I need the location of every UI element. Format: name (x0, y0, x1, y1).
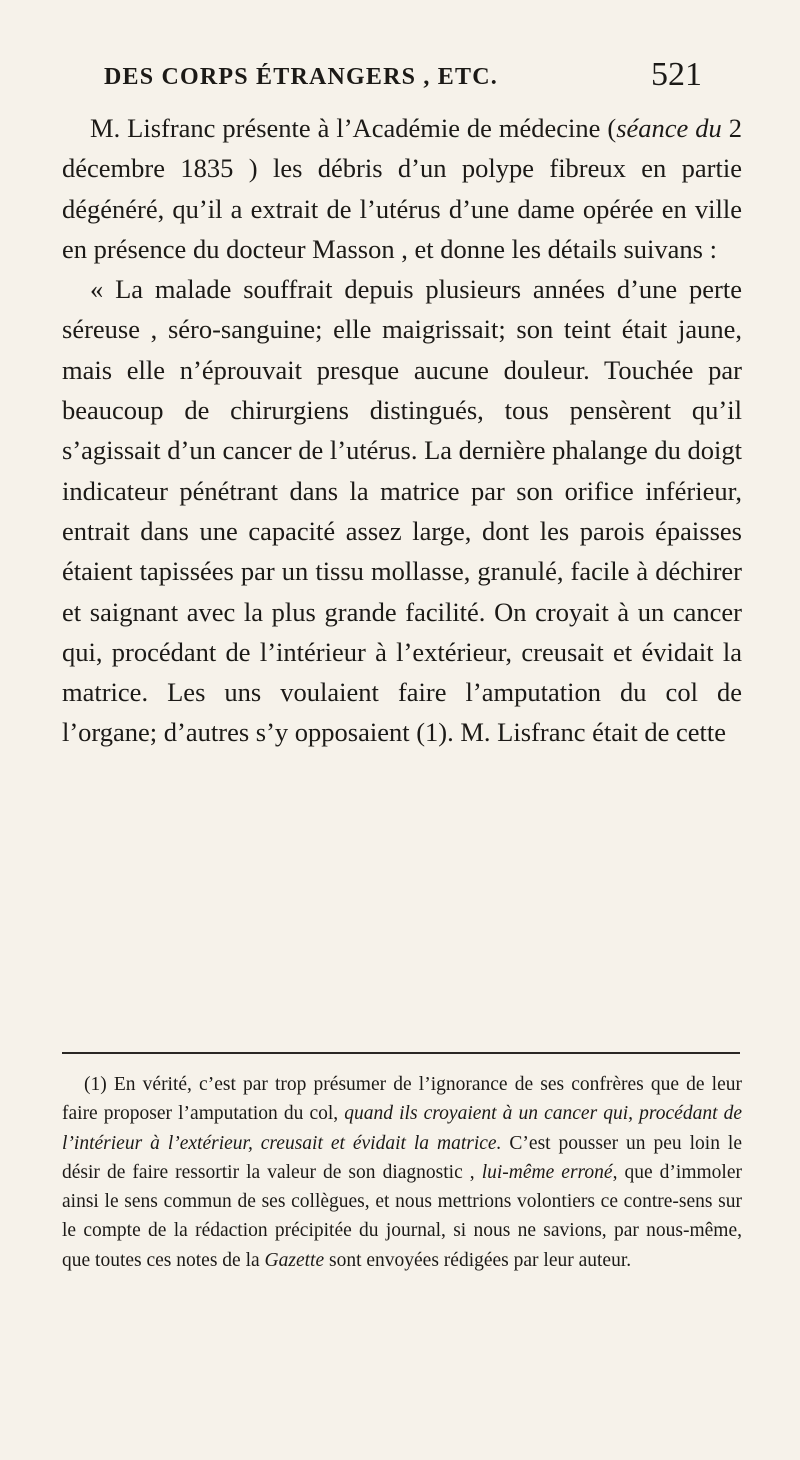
italic-text-run: quand ils croyaient à un cancer qui, procédant de l’intérieur à l’extérieur, creusait et évidait la matrice. (62, 1103, 742, 1154)
paragraph-1 (62, 108, 742, 269)
italic-text-run: séance du (616, 113, 722, 143)
text-run: sont envoyées rédigées par leur auteur. (324, 1249, 632, 1271)
text-run: 2 décembre 1835 ) les débris d’un polype fibreux en partie dégénéré, qu’il a extrait de l’utérus d’une dame opérée en ville en présence du docteur Masson , et donne les détails suivans : (62, 113, 742, 264)
page-number: 521 (651, 56, 702, 93)
paragraph-2 (62, 269, 742, 753)
footnotes (62, 1070, 742, 1275)
text-run: , que d’immoler ainsi le sens commun de ses collègues, et nous mettrions volontiers ce contre-sens sur le compte de la rédaction précipitée du journal, si nous ne savions, par nous-même, que toutes ces notes de la (62, 1161, 742, 1271)
running-title: DES CORPS ÉTRANGERS , ETC. (104, 64, 498, 90)
running-head (100, 56, 702, 96)
text-run: C’est pousser un peu loin le désir de faire ressortir la valeur de son diagnostic , (62, 1132, 742, 1183)
text-run: (1) En vérité, c’est par trop présumer de l’ignorance de ses confrères que de leur faire proposer l’amputation du col, (62, 1074, 742, 1125)
footnote-divider (62, 1052, 740, 1054)
italic-text-run: Gazette (264, 1249, 325, 1271)
italic-text-run: lui-même erroné (481, 1161, 613, 1183)
text-run: M. Lisfranc présente à l’Académie de médecine ( (90, 113, 617, 143)
main-text (62, 108, 742, 753)
text-run: « La malade souffrait depuis plusieurs années d’une perte séreuse , séro-sanguine; elle maigrissait; son teint était jaune, mais elle n’éprouvait presque aucune douleur. Touchée par beaucoup de chirurgiens distingués, tous pensèrent qu’il s’agissait d’un cancer de l’utérus. La dernière phalange du doigt indicateur pénétrant dans la matrice par son orifice inférieur, entrait dans une capacité assez large, dont les parois épaisses étaient tapissées par un tissu mollasse, granulé, facile à déchirer et saignant avec la plus grande facilité. On croyait à un cancer qui, procédant de l’intérieur à l’extérieur, creusait et évidait la matrice. Les uns voulaient faire l’amputation du col de l’organe; d’autres s’y opposaient (1). M. Lisfranc était de cette (62, 274, 742, 748)
footnote-1 (62, 1070, 742, 1275)
